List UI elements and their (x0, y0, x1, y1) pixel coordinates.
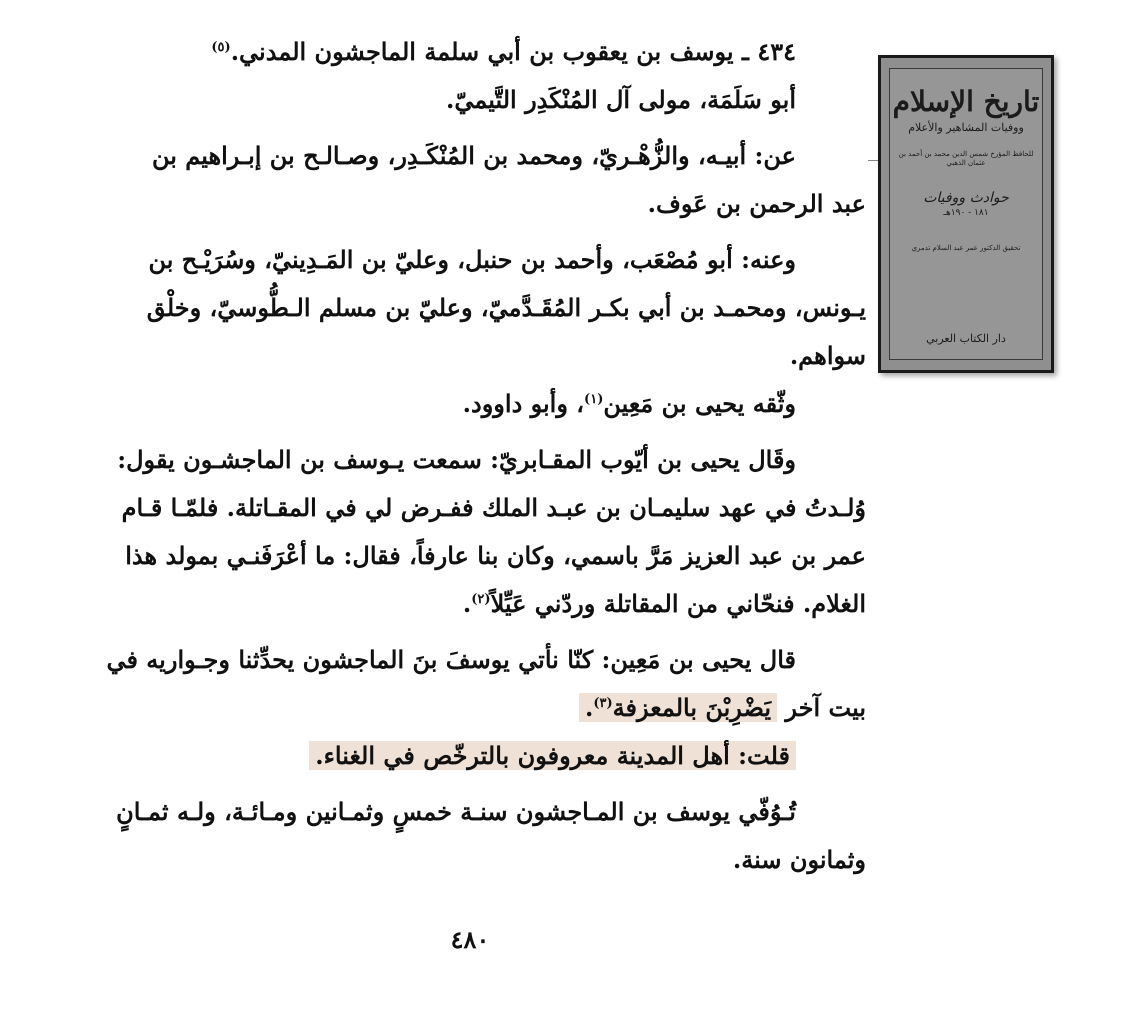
narration-line-4: الغلام. فنحّاني من المقاتلة وردّني عَيِّلاً$^{(٢)}$. (462, 589, 866, 618)
teachers-line-2: عبد الرحمن بن عَوف. (647, 189, 866, 218)
footnote-marker: (٥) (211, 40, 231, 55)
cover-publisher: دار الكتاب العربي (926, 332, 1006, 345)
narration-line-2: وُلـدتُ في عهد سليمـان بن عبـد الملك ففـرض لي في المقـاتلة. فلمّـا قـام (121, 493, 866, 522)
kunya-line: أبو سَلَمَة، مولى آل المُنْكَدِر التَّيميّ. (446, 85, 796, 114)
narration-line-3: عمر بن عبد العزيز مَرَّ باسمي، وكان بنا عارفاً، فقال: ما أعْرَفَنـي بمولد هذا (125, 541, 866, 570)
cover-author: للحافظ المؤرخ شمس الدين محمد بن أحمد بن عثمان الذهبي (898, 150, 1034, 167)
students-line-1: وعنه: أبو مُصْعَب، وأحمد بن حنبل، وعليّ بن المَـدِينيّ، وسُرَيْـح بن (148, 245, 796, 274)
page-number: ٤٨٠ (450, 925, 490, 954)
highlighted-text: يَضْرِبْنَ بالمعزفة$^{(٣)}$. (579, 693, 777, 722)
ibn-maeen-line-2: بيت آخر يَضْرِبْنَ بالمعزفة$^{(٣)}$. (48, 684, 866, 732)
heading-text: ٤٣٤ ـ يوسف بن يعقوب بن أبي سلمة الماجشون المدني. (230, 37, 796, 66)
narration-line-1: وقَال يحيى بن أيّوب المقـابريّ: سمعت يـوسف بن الماجشـون يقول: (117, 445, 796, 474)
footnote-marker: (١) (584, 392, 604, 407)
page-body (48, 28, 866, 884)
cover-years: ١٨١ - ١٩٠هـ (943, 208, 989, 218)
footnote-marker: (٢) (471, 592, 491, 607)
book-cover-thumbnail (878, 55, 1054, 373)
students-line-3: سواهم. (789, 341, 866, 370)
death-line-2: وثمانون سنة. (732, 845, 866, 874)
students-line-2: يـونس، ومحمـد بن أبي بكـر المُقَـدَّميّ، وعليّ بن مسلم الـطُّوسيّ، وخلْق (146, 293, 866, 322)
death-line-1: تُـوُفّي يوسف بن المـاجشون سنـة خمسٍ وثمـانين ومـائـة، ولـه ثمـانٍ (116, 797, 796, 826)
cover-volume: حوادث ووفيات (923, 190, 1009, 206)
cover-subtitle: ووفيات المشاهير والأعلام (908, 121, 1024, 134)
ibn-maeen-line-1: قال يحيى بن مَعِين: كنّا نأتي يوسفَ بنَ الماجشون يحدِّثنا وجـواريه في (106, 645, 796, 674)
entry-heading (48, 28, 866, 76)
authentication-line: وثّقه يحيى بن مَعِين$^{(١)}$، وأبو داوود. (462, 389, 796, 418)
teachers-line-1: عن: أبيـه، والزُّهْـريّ، ومحمد بن المُنْكَـدِر، وصـالـح بن إبـراهيم بن (151, 141, 796, 170)
footnote-marker: (٣) (593, 696, 613, 711)
book-cover (889, 68, 1043, 360)
highlighted-comment: قلت: أهل المدينة معروفون بالترخّص في الغناء. (309, 741, 796, 770)
cover-title: تاريخ الإسلام (892, 85, 1040, 118)
cover-editor: تحقيق الدكتور عمر عبد السلام تدمري (911, 244, 1021, 252)
comment-line (48, 732, 866, 780)
